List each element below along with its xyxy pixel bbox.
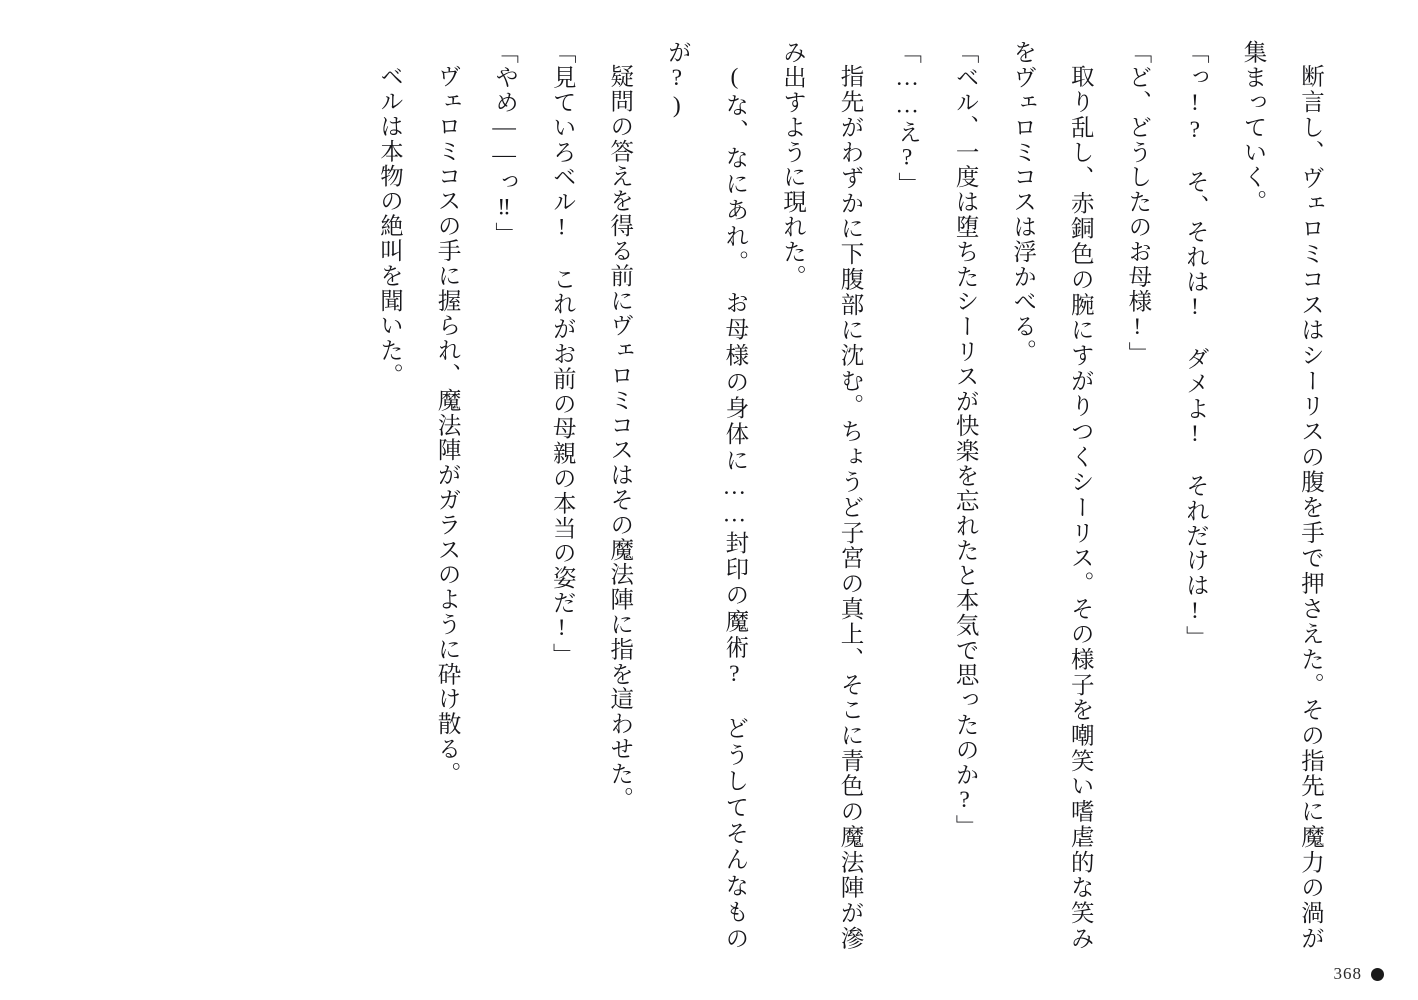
paragraph: (な、なにあれ。 お母様の身体に……封印の魔術? どうしてそんなものが?) — [663, 40, 748, 950]
page-marker-dot-icon — [1371, 968, 1384, 981]
paragraph: ヴェロミコスの手に握られ、魔法陣がガラスのように砕け散る。 — [433, 63, 460, 786]
page-body-text — [359, 40, 1338, 950]
paragraph: 「ど、どうしたのお母様!」 — [1124, 40, 1151, 367]
paragraph: 「……え?」 — [894, 40, 921, 197]
paragraph: 「見ていろベル! これがお前の母親の本当の姿だ!」 — [548, 40, 575, 668]
paragraph: 「ベル、一度は堕ちたシーリスが快楽を忘れたと本気で思ったのか?」 — [951, 40, 978, 840]
paragraph: 疑問の答えを得る前にヴェロミコスはその魔法陣に指を這わせた。 — [606, 63, 633, 811]
page-footer — [1334, 964, 1385, 984]
paragraph: 「っ!? そ、それは! ダメよ! それだけは!」 — [1181, 40, 1208, 651]
paragraph: 断言し、ヴェロミコスはシーリスの腹を手で押さえた。その指先に魔力の渦が集まっていく。 — [1239, 40, 1323, 950]
page-number: 368 — [1333, 964, 1362, 983]
paragraph: 「やめ——っ‼」 — [491, 40, 518, 247]
paragraph: 取り乱し、赤銅色の腕にすがりつくシーリス。その様子を嘲笑い嗜虐的な笑みをヴェロミコスは浮かべる。 — [1009, 40, 1093, 950]
paragraph: ベルは本物の絶叫を聞いた。 — [376, 63, 402, 388]
paragraph: 指先がわずかに下腹部に沈む。ちょうど子宮の真上、そこに青色の魔法陣が滲み出すように現れた。 — [778, 40, 863, 950]
